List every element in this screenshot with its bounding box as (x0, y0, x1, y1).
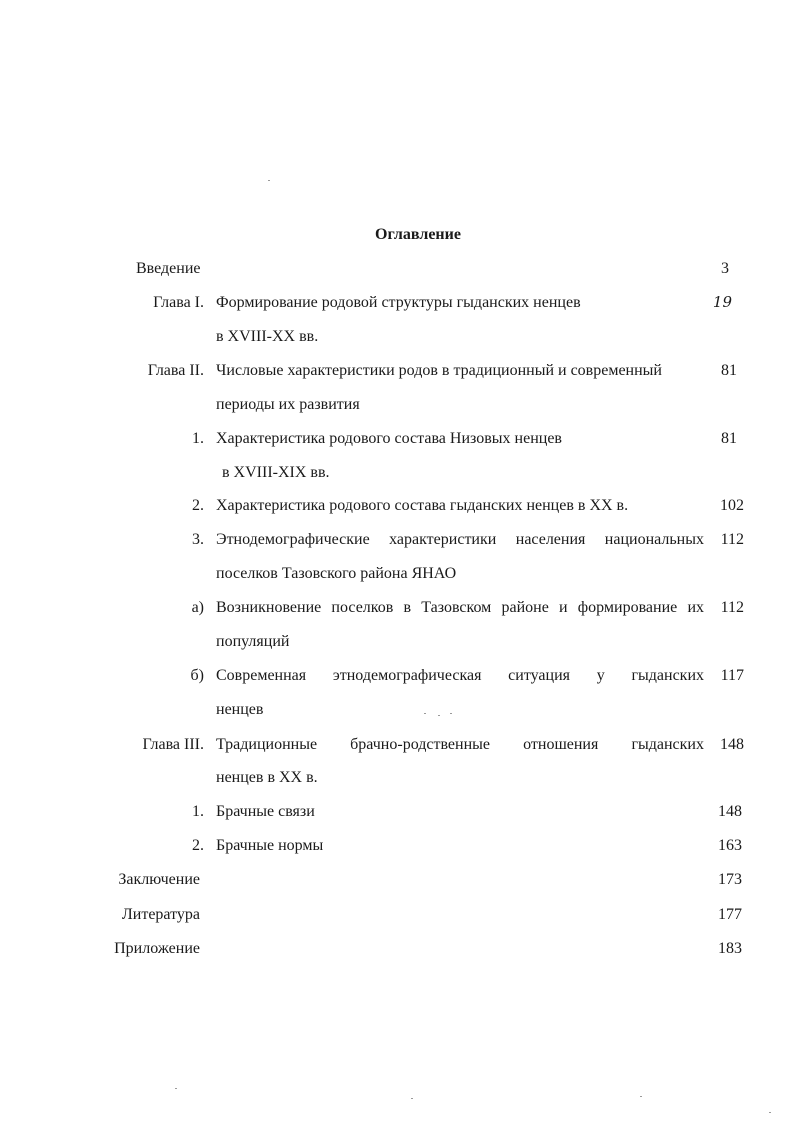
toc-label-appendix: Приложение (114, 940, 200, 957)
scan-speck (268, 180, 270, 181)
toc-page-literature: 177 (718, 906, 742, 923)
toc-text-section-2-3: Этнодемографические характеристики населения национальных (216, 531, 704, 548)
toc-page-section-2-1: 81 (721, 430, 737, 447)
toc-text-chapter-1-cont: в XVIII-XX вв. (216, 328, 319, 345)
toc-label-section-3-2: 2. (192, 837, 204, 854)
toc-page-chapter-3: 148 (720, 736, 744, 753)
toc-page-section-3-2: 163 (718, 837, 742, 854)
toc-text-section-3-2: Брачные нормы (216, 837, 324, 854)
toc-label-section-3-1: 1. (192, 803, 204, 820)
scan-speck (769, 1112, 771, 1113)
toc-text-section-2-1-cont: в XVIII-XIX вв. (222, 464, 330, 481)
toc-text-chapter-3: Традиционные брачно-родственные отношения гыданских (216, 736, 704, 753)
toc-text-chapter-2: Числовые характеристики родов в традиционный и современный (216, 362, 662, 379)
toc-text-section-2-3-cont: поселков Тазовского района ЯНАО (216, 565, 457, 582)
scan-speck (438, 715, 440, 716)
toc-label-introduction: Введение (136, 260, 201, 277)
toc-page-chapter-1: 19 (712, 293, 732, 311)
scan-speck (450, 713, 452, 714)
toc-text-subsection-b-cont: ненцев (216, 701, 264, 718)
toc-page-appendix: 183 (718, 940, 742, 957)
toc-title: Оглавление (375, 226, 461, 243)
toc-label-chapter-2: Глава II. (147, 362, 204, 379)
toc-page-introduction: 3 (721, 260, 729, 277)
toc-page-chapter-2: 81 (721, 362, 737, 379)
toc-text-chapter-3-cont: ненцев в XX в. (216, 769, 318, 786)
toc-page-subsection-a: 112 (720, 599, 744, 616)
toc-text-section-2-1: Характеристика родового состава Низовых ненцев (216, 430, 562, 447)
toc-label-section-2-1: 1. (192, 430, 204, 447)
toc-text-section-2-2: Характеристика родового состава гыданских ненцев в XX в. (216, 497, 629, 514)
toc-label-literature: Литература (121, 906, 200, 923)
scan-speck (424, 713, 426, 714)
toc-label-subsection-b: б) (190, 667, 204, 684)
toc-page-section-2-2: 102 (720, 497, 744, 514)
toc-text-subsection-b: Современная этнодемографическая ситуация у гыданских (216, 667, 704, 684)
toc-label-chapter-3: Глава III. (142, 736, 204, 753)
toc-page-section-2-3: 112 (720, 531, 744, 548)
toc-label-section-2-3: 3. (192, 531, 204, 548)
scan-speck (411, 1098, 413, 1099)
toc-text-chapter-1: Формирование родовой структуры гыданских ненцев (216, 294, 581, 311)
toc-text-subsection-a: Возникновение поселков в Тазовском районе и формирование их (216, 599, 704, 616)
toc-label-chapter-1: Глава I. (153, 294, 204, 311)
scan-speck (640, 1096, 642, 1097)
toc-label-conclusion: Заключение (118, 871, 200, 888)
toc-page-subsection-b: 117 (720, 667, 744, 684)
toc-page-section-3-1: 148 (718, 803, 742, 820)
toc-label-subsection-a: а) (191, 599, 204, 616)
toc-label-section-2-2: 2. (192, 497, 204, 514)
toc-page-conclusion: 173 (718, 871, 742, 888)
toc-text-subsection-a-cont: популяций (216, 633, 290, 650)
toc-text-chapter-2-cont: периоды их развития (216, 396, 360, 413)
scan-speck (175, 1088, 177, 1089)
toc-text-section-3-1: Брачные связи (216, 803, 315, 820)
